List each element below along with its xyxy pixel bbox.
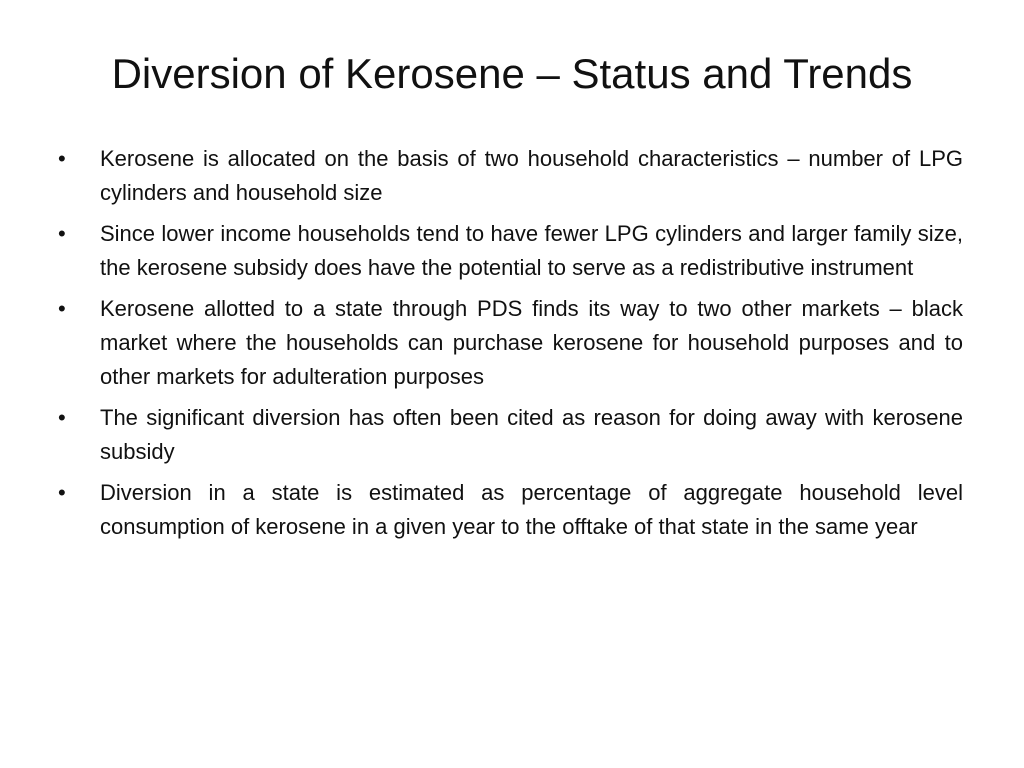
bullet-text: Since lower income households tend to have fewer LPG cylinders and larger family size, the kerosene subsidy does have the potential to serve as a redistributive instrument [100, 221, 963, 280]
bullet-text: Kerosene is allocated on the basis of two household characteristics – number of LPG cylinders and household size [100, 146, 963, 205]
bullet-item [58, 142, 963, 210]
bullet-item [58, 292, 963, 394]
bullet-marker: • [58, 405, 66, 430]
bullet-text: The significant diversion has often been cited as reason for doing away with kerosene subsidy [100, 405, 963, 464]
bullet-item [58, 401, 963, 469]
bullet-marker: • [58, 480, 66, 505]
slide-title: Diversion of Kerosene – Status and Trends [111, 50, 913, 97]
bullet-marker: • [58, 221, 66, 246]
bullet-marker: • [58, 146, 66, 171]
bullet-item [58, 476, 963, 544]
bullet-text: Kerosene allotted to a state through PDS finds its way to two other markets – black market where the households can purchase kerosene for household purposes and to other markets for adulteration purposes [100, 296, 963, 389]
bullet-text: Diversion in a state is estimated as percentage of aggregate household level consumption of kerosene in a given year to the offtake of that state in the same year [100, 480, 963, 539]
bullet-item [58, 217, 963, 285]
bullet-list [58, 142, 963, 551]
bullet-marker: • [58, 296, 66, 321]
